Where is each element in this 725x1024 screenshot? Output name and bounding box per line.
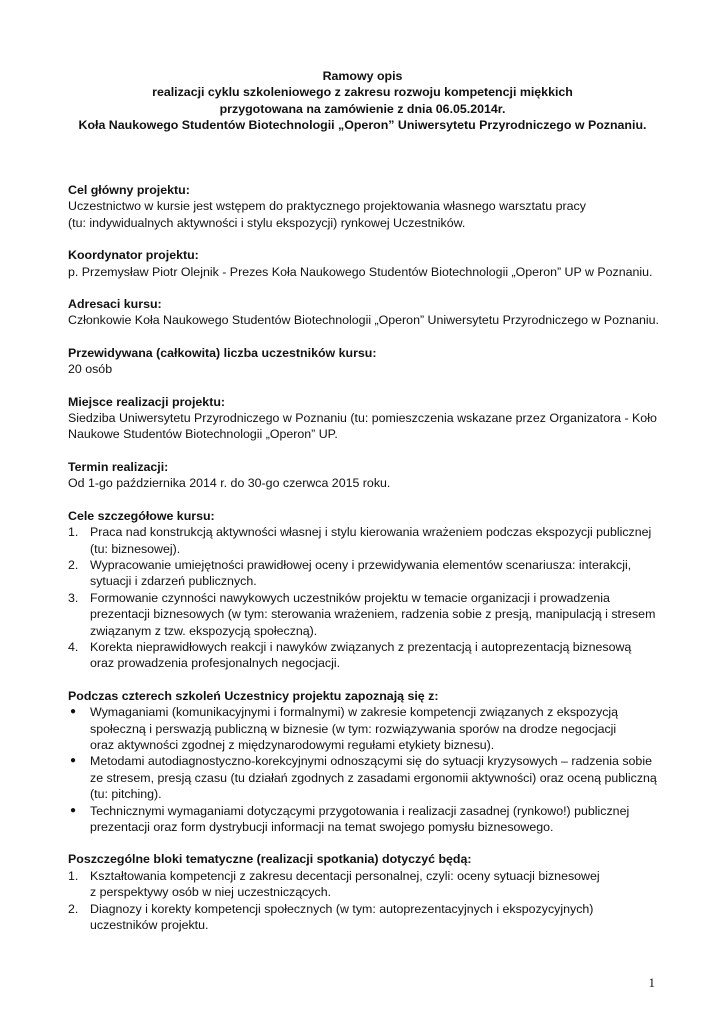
section-thematic-blocks	[68, 851, 668, 933]
list-item-line: Wypracowanie umiejętności prawidłowej oceny i przewidywania elementów scenariusza: interakcji,	[90, 557, 632, 572]
list-item-line: z perspektywy osób w niej uczestniczących.	[90, 885, 332, 900]
list-number: 1.	[68, 868, 79, 883]
section-heading: Koordynator projektu:	[68, 248, 199, 263]
list-item-line: Wymaganiami (komunikacyjnymi i formalnymi) w zakresie kompetencji związanych z ekspozycją	[90, 705, 619, 720]
paragraph-line: 20 osób	[68, 362, 113, 377]
section-heading: Cele szczegółowe kursu:	[68, 508, 215, 523]
list-item-line: (tu: pitching).	[90, 787, 162, 802]
section-heading: Cel główny projektu:	[68, 183, 190, 197]
section-participant-count	[68, 345, 668, 378]
list-item-line: oraz prowadzenia profesjonalnych negocjacji.	[90, 656, 341, 671]
list-item-line: oraz aktywności zgodnej z międzynarodowymi regułami etykiety biznesu).	[90, 737, 495, 752]
list-item-line: Technicznymi wymaganiami dotyczącymi przygotowania i realizacji zasadnej (rynkowo!) publicznej	[90, 803, 630, 818]
title-line: realizacji cyklu szkoleniowego z zakresu rozwoju kompetencji miękkich	[152, 85, 573, 100]
list-item-line: prezentacji oraz form dystrybucji informacji na temat swojego pomysłu biznesowego.	[90, 820, 554, 834]
list-item	[68, 524, 668, 557]
list-number: 4.	[68, 639, 79, 654]
list-item	[68, 868, 668, 901]
list-item	[68, 901, 668, 934]
list-number: 2.	[68, 557, 79, 572]
list-item-line: Diagnozy i korekty kompetencji społecznych (w tym: autoprezentacyjnych i ekspozycyjnych)	[90, 901, 594, 916]
bullet-icon: ●	[70, 755, 77, 767]
section-heading: Przewidywana (całkowita) liczba uczestników kursu:	[68, 345, 377, 360]
section-heading: Adresaci kursu:	[68, 297, 162, 312]
list-item-line: (tu: biznesowej).	[90, 541, 181, 556]
section-heading: Podczas czterech szkoleń Uczestnicy projektu zapoznają się z:	[68, 688, 439, 703]
list-item-line: sytuacji i zdarzeń publicznych.	[90, 574, 257, 589]
list-item	[68, 590, 668, 639]
section-heading: Poszczególne bloki tematyczne (realizacji spotkania) dotyczyć będą:	[68, 852, 472, 867]
list-number: 2.	[68, 901, 79, 916]
section-main-goal	[68, 182, 668, 231]
list-item-line: uczestników projektu.	[90, 918, 209, 933]
section-location	[68, 394, 668, 443]
list-item	[68, 704, 668, 753]
section-schedule	[68, 459, 668, 492]
list-item	[68, 639, 668, 672]
page-number: 1	[648, 975, 655, 990]
section-audience	[68, 296, 668, 329]
bullet-icon: ●	[70, 804, 77, 816]
paragraph-line: Naukowe Studentów Biotechnologii „Operon” UP.	[68, 427, 338, 442]
list-item	[68, 557, 668, 590]
paragraph-line: Od 1-go października 2014 r. do 30-go czerwca 2015 roku.	[68, 476, 391, 491]
document-body	[68, 182, 668, 949]
list-item-line: Formowanie czynności nawykowych uczestników projektu w temacie organizacji i prowadzenia	[90, 590, 610, 605]
title-line: przygotowana na zamówienie z dnia 06.05.2014r.	[219, 101, 506, 116]
section-trainings	[68, 688, 668, 836]
section-detailed-goals	[68, 508, 668, 672]
list-item-line: Kształtowania kompetencji z zakresu decentacji personalnej, czyli: oceny sytuacji biznesowej	[90, 868, 600, 883]
list-number: 1.	[68, 525, 79, 540]
list-item-line: związanym z tzw. ekspozycją społeczną).	[90, 623, 318, 638]
list-item-line: Korekta nieprawidłowych reakcji i nawyków związanych z prezentacją i autoprezentacją biznesową	[90, 639, 632, 654]
list-item	[68, 803, 668, 836]
paragraph-line: Uczestnictwo w kursie jest wstępem do praktycznego projektowania własnego warsztatu pracy	[68, 199, 586, 214]
list-item-line: ze stresem, presją czasu (tu działań zgodnych z zasadami ergonomii aktywności) oraz oceną publiczną	[90, 770, 657, 785]
paragraph-line: p. Przemysław Piotr Olejnik - Prezes Koła Naukowego Studentów Biotechnologii „Operon” UP w Poznaniu.	[68, 264, 653, 279]
list-item-line: prezentacji biznesowych (w tym: sterowania wrażeniem, radzenia sobie z presją, manipulacją i stresem	[90, 607, 656, 622]
list-item-line: społeczną i perswazją publiczną w biznesie (w tym: rozwiązywania sporów na drodze negocjacji	[90, 721, 617, 736]
section-heading: Miejsce realizacji projektu:	[68, 394, 226, 409]
paragraph-line: Siedziba Uniwersytetu Przyrodniczego w Poznaniu (tu: pomieszczenia wskazane przez Organizatora - Koło	[68, 411, 657, 426]
document-title-block	[60, 68, 665, 134]
section-heading: Termin realizacji:	[68, 459, 169, 474]
list-item-line: Metodami autodiagnostyczno-korekcyjnymi odnoszącymi się do sytuacji kryzysowych – radzenia sobie	[90, 754, 652, 769]
list-item-line: Praca nad konstrukcją aktywności własnej i stylu kierowania wrażeniem podczas ekspozycji publicznej	[90, 525, 652, 540]
title-line: Ramowy opis	[322, 69, 403, 83]
title-line: Koła Naukowego Studentów Biotechnologii „Operon” Uniwersytetu Przyrodniczego w Poznaniu.	[78, 118, 647, 133]
section-coordinator	[68, 247, 668, 280]
list-number: 3.	[68, 590, 79, 605]
bullet-icon: ●	[70, 706, 77, 718]
paragraph-line: (tu: indywidualnych aktywności i stylu ekspozycji) rynkowej Uczestników.	[68, 215, 466, 230]
paragraph-line: Członkowie Koła Naukowego Studentów Biotechnologii „Operon” Uniwersytetu Przyrodniczego w Poznaniu.	[68, 313, 659, 328]
list-item	[68, 753, 668, 802]
